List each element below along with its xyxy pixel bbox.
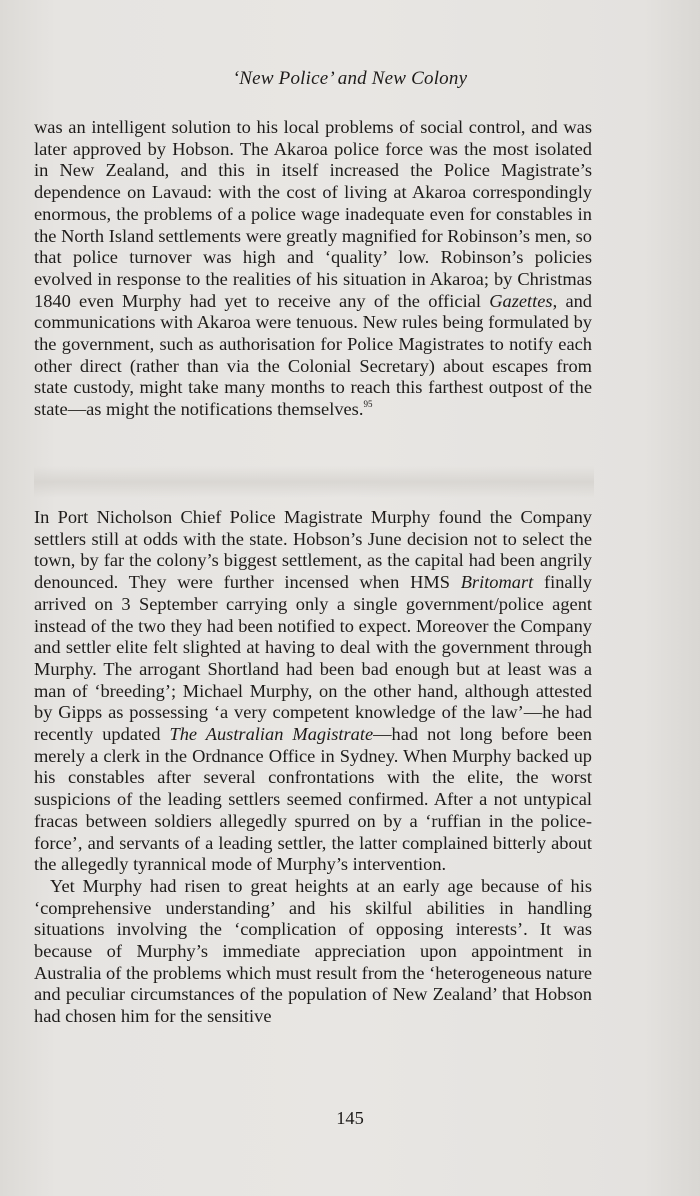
text-run: —had not long before been merely a clerk in the Ordnance Office in Sydney. When Murphy backed up his constables after several confrontations with the elite, the worst suspicions of the leading settlers seemed confirmed. After a not untypical fracas between soldiers allegedly spurred on by a ‘ruffian in the police-force’, and servants of a leading settler, the latter complained bitterly about the allegedly tyrannical mode of Murphy’s intervention. bbox=[34, 724, 592, 875]
running-head: ‘New Police’ and New Colony bbox=[232, 68, 468, 89]
text-run: was an intelligent solution to his local problems of social control, and was later approved by Hobson. The Akaroa police force was the most isolated in New Zealand, and this in itself increased the Police Magistrate’s dependence on Lavaud: with the cost of living at Akaroa correspondingly enormous, the problems of a police wage inadequate even for constables in the North Island settlements were greatly magnified for Robinson’s men, so that police turnover was high and ‘quality’ low. Robinson’s policies evolved in response to the realities of his situation in Akaroa; by Christmas 1840 even Murphy had yet to receive any of the official bbox=[34, 117, 592, 311]
text-run: In Port Nicholson Chief Police Magistrate Murphy found the Company settlers still at odds with the state. Hobson’s June decision not to select the town, by far the colony’s biggest settlement, as the capital had been angrily denounced. They were further incensed when HMS bbox=[34, 507, 592, 593]
text-run: finally arrived on 3 September carrying only a single government/police agent instead of the two they had been notified to expect. Moreover the Company and settler elite felt slighted at having to deal with the government through Murphy. The arrogant Shortland had been bad enough but at least was a man of ‘breeding’; Michael Murphy, on the other hand, although attested by Gipps as possessing ‘a very competent knowledge of the law’—he had recently updated bbox=[34, 572, 592, 745]
text-block-akaroa bbox=[34, 117, 592, 421]
text-run: , and communications with Akaroa were tenuous. New rules being formulated by the government, such as authorisation for Police Magistrates to notify each other direct (rather than via the Colonial Secretary) about escapes from state custody, might take many months to reach this farthest outpost of the state—as might the notifications themselves. bbox=[34, 290, 592, 420]
paragraph bbox=[34, 117, 592, 421]
paragraph: Yet Murphy had risen to great heights at an early age because of his ‘comprehensive understanding’ and his skilful abilities in handling situations involving the ‘complication of opposing interests’. It was because of Murphy’s immediate appreciation upon appointment in Australia of the problems which must result from the ‘heterogeneous nature and peculiar circumstances of the population of New Zealand’ that Hobson had chosen him for the sensitive bbox=[34, 875, 592, 1027]
page-number: 145 bbox=[336, 1108, 364, 1128]
italic-book-title: The Australian Magistrate bbox=[169, 724, 374, 745]
italic-title-gazettes: Gazettes bbox=[489, 290, 553, 311]
italic-ship-name: Britomart bbox=[460, 572, 534, 593]
text-block-port-nicholson bbox=[34, 507, 592, 1028]
section-break-shadow bbox=[34, 466, 594, 498]
paragraph bbox=[34, 507, 592, 876]
footnote-marker: 95 bbox=[363, 399, 373, 410]
